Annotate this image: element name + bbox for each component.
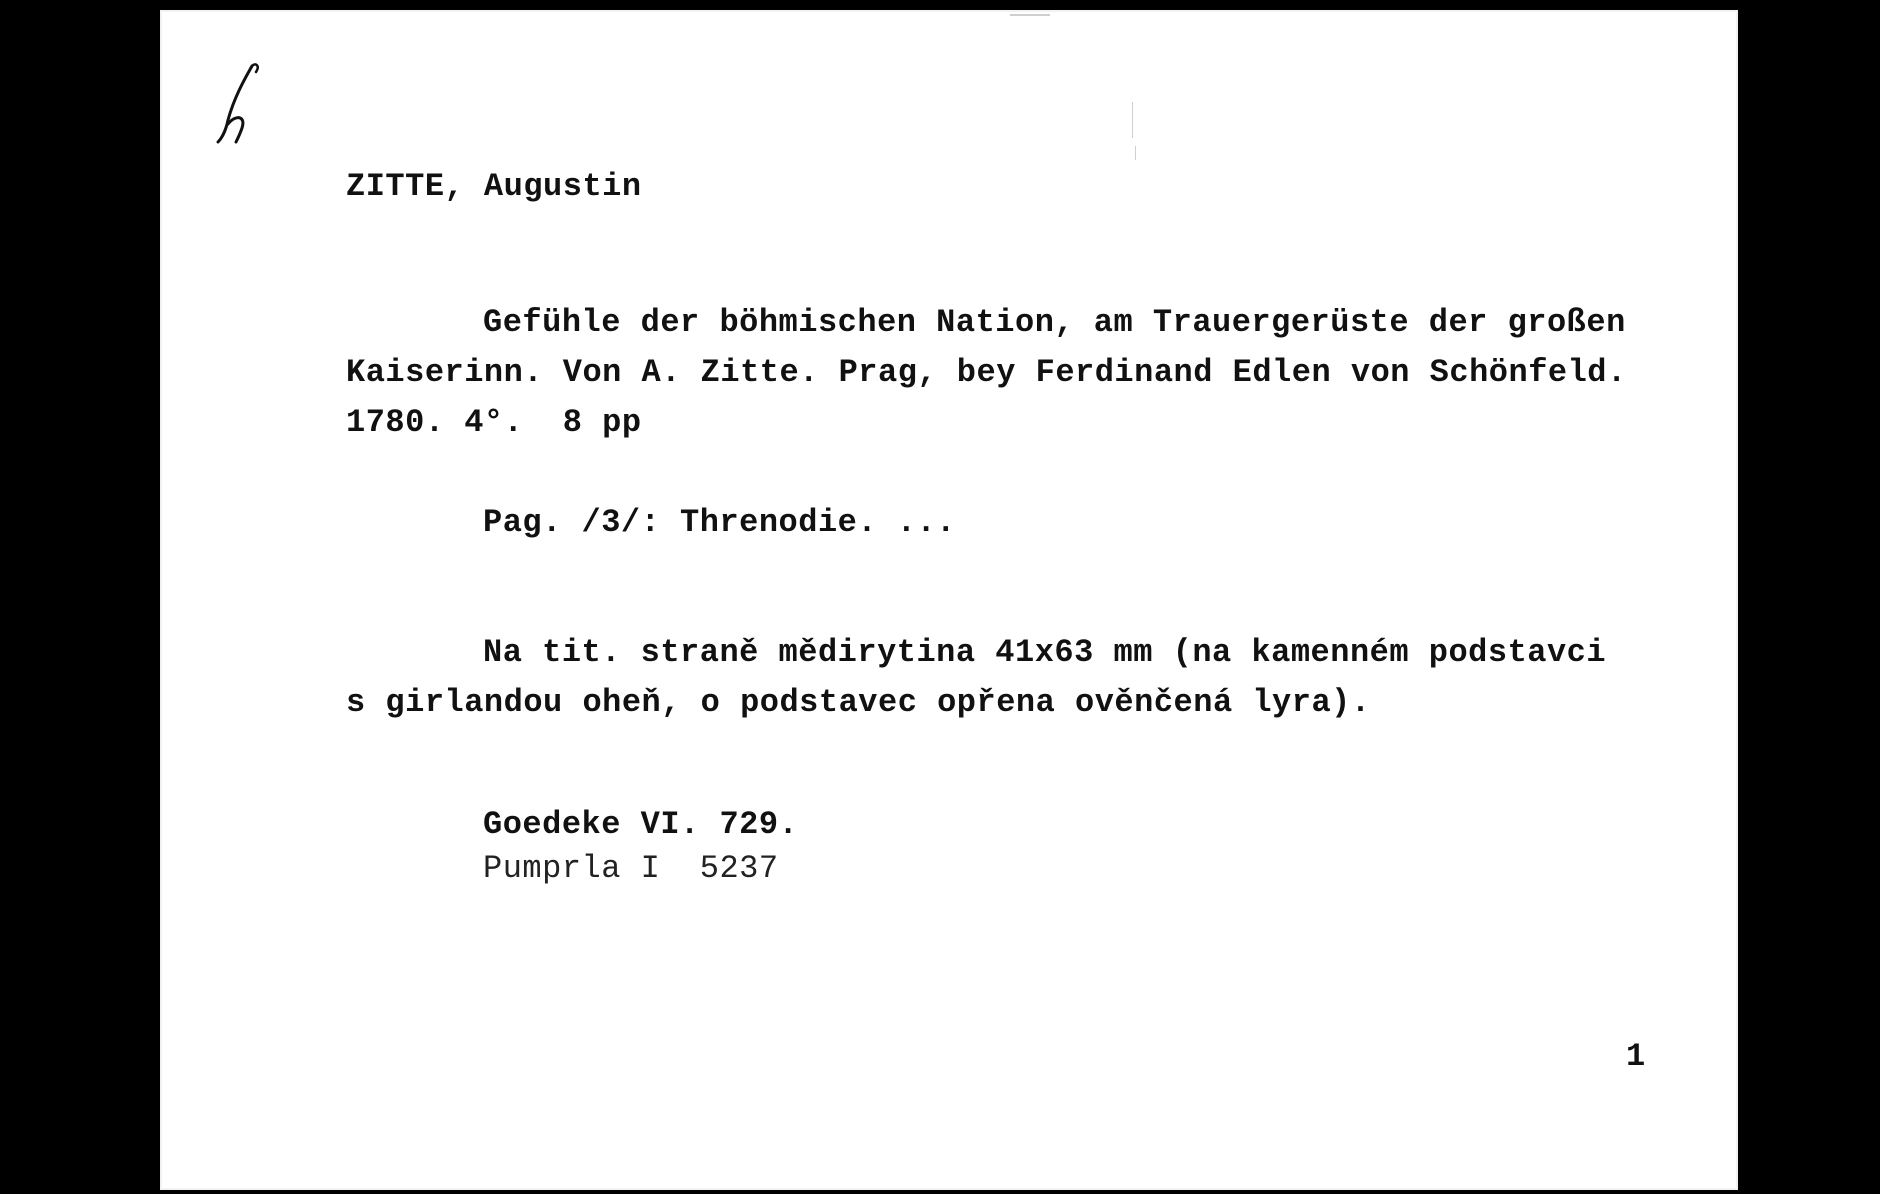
author-heading: ZITTE, Augustin — [346, 168, 642, 205]
reference-goedeke: Goedeke VI. 729. — [483, 806, 799, 843]
reference-pumprla: Pumprla I 5237 — [483, 850, 779, 887]
title-line-3: 1780. 4°. 8 pp — [346, 404, 642, 441]
description-line-1: Na tit. straně mědirytina 41x63 mm (na kamenném podstavci — [483, 634, 1607, 671]
scan-speck — [1132, 102, 1133, 138]
scan-speck — [1010, 14, 1050, 16]
title-line-1: Gefühle der böhmischen Nation, am Trauergerüste der großen — [483, 304, 1626, 341]
title-line-2: Kaiserinn. Von A. Zitte. Prag, bey Ferdinand Edlen von Schönfeld. — [346, 354, 1627, 391]
scan-speck — [1135, 146, 1136, 160]
handwritten-initial-mark — [208, 58, 268, 148]
catalog-card — [160, 10, 1738, 1190]
description-line-2: s girlandou oheň, o podstavec opřena ověnčená lyra). — [346, 684, 1371, 721]
pagination-note: Pag. /3/: Threnodie. ... — [483, 504, 956, 541]
card-number: 1 — [1626, 1038, 1646, 1075]
